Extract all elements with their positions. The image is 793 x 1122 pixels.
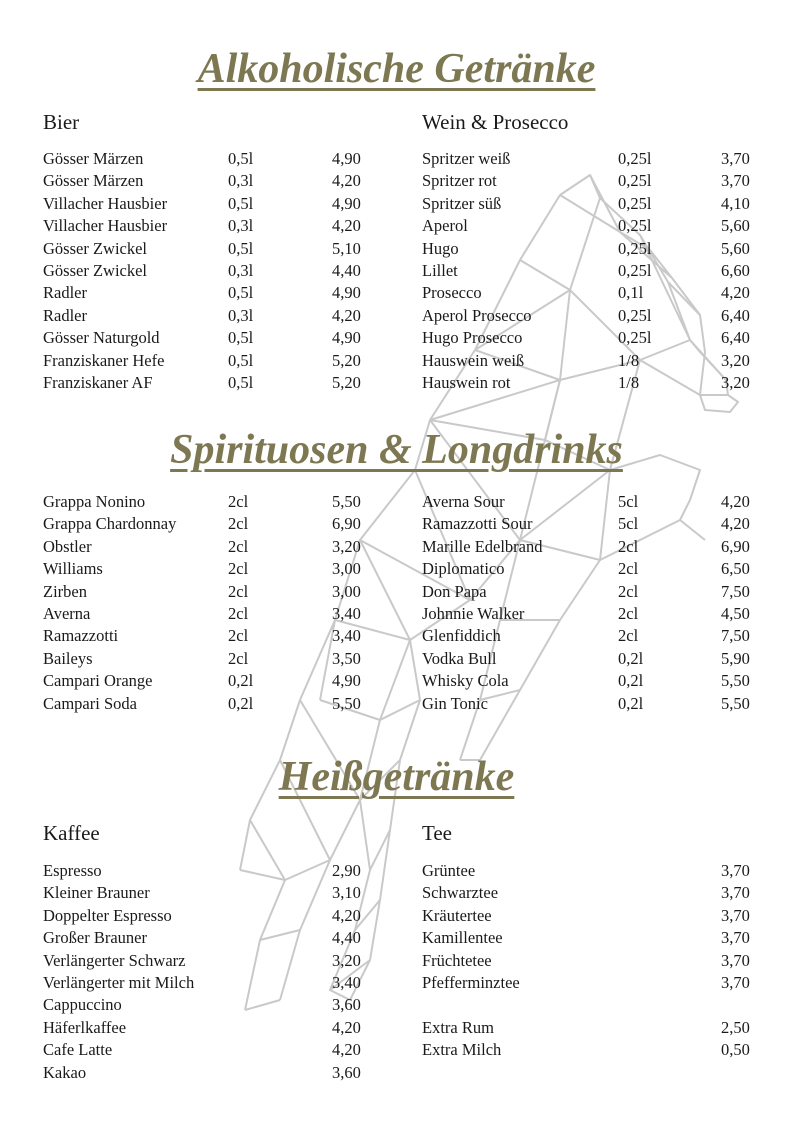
list-item bbox=[422, 882, 762, 904]
item-size: 0,25l bbox=[618, 305, 652, 325]
list-item bbox=[43, 170, 383, 192]
item-name: Espresso bbox=[43, 861, 102, 880]
list-item bbox=[43, 238, 383, 260]
item-name: Gösser Naturgold bbox=[43, 328, 160, 348]
item-size: 2cl bbox=[228, 514, 249, 534]
item-price: 4,90 bbox=[332, 193, 361, 213]
item-name: Doppelter Espresso bbox=[43, 905, 172, 925]
list-item bbox=[422, 491, 762, 513]
item-name: Cafe Latte bbox=[43, 1040, 113, 1060]
item-name: Grappa Nonino bbox=[43, 492, 146, 511]
subheading-wein: Wein & Prosecco bbox=[422, 110, 569, 134]
item-price: 4,20 bbox=[332, 1040, 361, 1060]
list-item bbox=[43, 1017, 383, 1039]
list-item bbox=[422, 905, 762, 927]
item-price: 3,70 bbox=[721, 905, 750, 925]
item-name: Prosecco bbox=[422, 283, 482, 303]
list-item bbox=[43, 927, 383, 949]
list-item bbox=[43, 1039, 383, 1061]
list-item bbox=[43, 513, 383, 535]
item-size: 0,25l bbox=[618, 238, 652, 258]
item-name: Diplomatico bbox=[422, 559, 505, 579]
item-size: 1/8 bbox=[618, 372, 640, 392]
list-item bbox=[43, 603, 383, 625]
item-price: 6,60 bbox=[721, 260, 750, 280]
item-size: 2cl bbox=[228, 648, 249, 668]
item-price: 5,60 bbox=[721, 238, 750, 258]
item-name: Gösser Zwickel bbox=[43, 260, 148, 280]
item-name: Gösser Märzen bbox=[43, 171, 144, 191]
list-item bbox=[43, 581, 383, 603]
list-item bbox=[43, 327, 383, 349]
item-price: 5,50 bbox=[332, 492, 361, 511]
item-price: 4,50 bbox=[721, 603, 750, 623]
list-item bbox=[43, 882, 383, 904]
item-name: Verlängerter mit Milch bbox=[43, 972, 195, 992]
item-size: 0,5l bbox=[228, 238, 254, 258]
item-name: Gösser Zwickel bbox=[43, 238, 148, 258]
item-name: Spritzer weiß bbox=[422, 149, 511, 168]
item-size: 0,25l bbox=[618, 149, 652, 168]
list-item bbox=[422, 670, 762, 692]
list-item bbox=[422, 193, 762, 215]
item-name: Zirben bbox=[43, 581, 87, 601]
list-item bbox=[422, 305, 762, 327]
list-item bbox=[43, 215, 383, 237]
list-item bbox=[422, 536, 762, 558]
item-price: 5,60 bbox=[721, 216, 750, 236]
item-name: Häferlkaffee bbox=[43, 1017, 127, 1037]
item-size: 0,5l bbox=[228, 328, 254, 348]
list-item bbox=[422, 625, 762, 647]
item-price: 4,20 bbox=[332, 171, 361, 191]
list-item bbox=[422, 648, 762, 670]
list-item bbox=[422, 350, 762, 372]
list-item bbox=[422, 215, 762, 237]
item-name: Don Papa bbox=[422, 581, 487, 601]
list-item bbox=[43, 282, 383, 304]
item-name: Spritzer rot bbox=[422, 171, 497, 191]
item-size: 0,5l bbox=[228, 193, 254, 213]
item-name: Gösser Märzen bbox=[43, 149, 144, 168]
item-size: 2cl bbox=[228, 581, 249, 601]
item-name: Villacher Hausbier bbox=[43, 216, 168, 236]
list-item bbox=[422, 513, 762, 535]
list-item bbox=[43, 193, 383, 215]
item-price: 5,20 bbox=[332, 350, 361, 370]
item-name: Kakao bbox=[43, 1062, 87, 1082]
list-item bbox=[43, 260, 383, 282]
item-price: 3,40 bbox=[332, 972, 361, 992]
item-size: 5cl bbox=[618, 492, 639, 511]
item-price: 4,40 bbox=[332, 260, 361, 280]
item-price: 2,50 bbox=[721, 1017, 750, 1037]
item-name: Schwarztee bbox=[422, 883, 499, 903]
item-price: 7,50 bbox=[721, 626, 750, 646]
item-size: 0,25l bbox=[618, 328, 652, 348]
list-item bbox=[43, 1062, 383, 1084]
list-item bbox=[43, 148, 383, 170]
item-size: 2cl bbox=[228, 603, 249, 623]
list-item bbox=[43, 648, 383, 670]
item-name: Whisky Cola bbox=[422, 671, 509, 691]
list-item bbox=[422, 603, 762, 625]
item-price: 4,20 bbox=[332, 905, 361, 925]
item-name: Aperol bbox=[422, 216, 468, 236]
item-size: 0,25l bbox=[618, 171, 652, 191]
item-price: 5,10 bbox=[332, 238, 361, 258]
item-name: Kamillentee bbox=[422, 928, 503, 948]
list-item bbox=[43, 670, 383, 692]
item-size: 0,25l bbox=[618, 193, 652, 213]
item-name: Ramazzotti bbox=[43, 626, 119, 646]
list-item bbox=[422, 327, 762, 349]
item-name: Kräutertee bbox=[422, 905, 492, 925]
list-item bbox=[422, 558, 762, 580]
item-size: 0,1l bbox=[618, 283, 644, 303]
item-size: 0,2l bbox=[618, 693, 644, 713]
item-price: 4,20 bbox=[721, 514, 750, 534]
item-price: 5,50 bbox=[721, 693, 750, 713]
item-size: 0,25l bbox=[618, 216, 652, 236]
item-price: 4,90 bbox=[332, 671, 361, 691]
list-item bbox=[422, 1039, 762, 1061]
item-name: Gin Tonic bbox=[422, 693, 488, 713]
item-name: Hauswein rot bbox=[422, 372, 511, 392]
list-item bbox=[43, 625, 383, 647]
item-price: 4,20 bbox=[332, 305, 361, 325]
item-price: 3,70 bbox=[721, 928, 750, 948]
item-name: Williams bbox=[43, 559, 103, 579]
item-name: Glenfiddich bbox=[422, 626, 501, 646]
item-price: 4,20 bbox=[332, 216, 361, 236]
item-price: 3,60 bbox=[332, 1062, 361, 1082]
item-name: Kleiner Brauner bbox=[43, 883, 150, 903]
bier-list bbox=[43, 148, 383, 394]
item-name: Verlängerter Schwarz bbox=[43, 950, 186, 970]
item-price: 4,90 bbox=[332, 283, 361, 303]
item-price: 5,50 bbox=[721, 671, 750, 691]
item-name: Grüntee bbox=[422, 861, 476, 880]
item-name: Franziskaner Hefe bbox=[43, 350, 165, 370]
item-size: 2cl bbox=[618, 603, 639, 623]
item-name: Cappuccino bbox=[43, 995, 122, 1015]
item-size: 2cl bbox=[228, 626, 249, 646]
item-name: Marille Edelbrand bbox=[422, 536, 543, 556]
item-price: 6,90 bbox=[721, 536, 750, 556]
item-price: 3,70 bbox=[721, 972, 750, 992]
item-price: 5,50 bbox=[332, 693, 361, 713]
item-size: 2cl bbox=[618, 559, 639, 579]
item-name: Früchtetee bbox=[422, 950, 492, 970]
item-name: Radler bbox=[43, 305, 87, 325]
item-name: Averna Sour bbox=[422, 492, 505, 511]
item-size: 2cl bbox=[618, 581, 639, 601]
spirituosen-left-list bbox=[43, 491, 383, 715]
list-spacer bbox=[422, 994, 762, 1016]
list-item bbox=[422, 260, 762, 282]
item-size: 0,3l bbox=[228, 171, 254, 191]
item-price: 0,50 bbox=[721, 1040, 750, 1060]
list-item bbox=[422, 950, 762, 972]
list-item bbox=[43, 372, 383, 394]
item-name: Campari Soda bbox=[43, 693, 137, 713]
item-size: 0,3l bbox=[228, 216, 254, 236]
item-size: 5cl bbox=[618, 514, 639, 534]
item-price: 3,70 bbox=[721, 149, 750, 168]
list-item bbox=[422, 972, 762, 994]
list-item bbox=[43, 491, 383, 513]
list-item bbox=[43, 693, 383, 715]
tee-list bbox=[422, 860, 762, 1062]
item-name: Hauswein weiß bbox=[422, 350, 525, 370]
item-price: 2,90 bbox=[332, 861, 361, 880]
spirituosen-right-list bbox=[422, 491, 762, 715]
list-item bbox=[43, 350, 383, 372]
list-item bbox=[422, 927, 762, 949]
item-price: 3,40 bbox=[332, 626, 361, 646]
item-price: 3,00 bbox=[332, 559, 361, 579]
item-name: Johnnie Walker bbox=[422, 603, 525, 623]
item-name: Spritzer süß bbox=[422, 193, 502, 213]
item-price: 4,40 bbox=[332, 928, 361, 948]
item-price: 4,10 bbox=[721, 193, 750, 213]
item-price: 3,70 bbox=[721, 950, 750, 970]
item-price: 3,60 bbox=[332, 995, 361, 1015]
subheading-tee: Tee bbox=[422, 821, 453, 845]
list-item bbox=[422, 693, 762, 715]
item-price: 3,50 bbox=[332, 648, 361, 668]
item-size: 0,5l bbox=[228, 149, 254, 168]
item-price: 3,70 bbox=[721, 883, 750, 903]
item-price: 4,90 bbox=[332, 328, 361, 348]
item-name: Hugo bbox=[422, 238, 459, 258]
section-title-spirituosen: Spirituosen & Longdrinks bbox=[170, 427, 623, 473]
item-size: 0,3l bbox=[228, 305, 254, 325]
section-title-heiss: Heißgetränke bbox=[278, 754, 515, 800]
item-price: 3,20 bbox=[721, 372, 750, 392]
item-price: 4,20 bbox=[332, 1017, 361, 1037]
item-price: 6,90 bbox=[332, 514, 361, 534]
item-price: 3,20 bbox=[332, 536, 361, 556]
item-name: Franziskaner AF bbox=[43, 372, 153, 392]
item-price: 5,20 bbox=[332, 372, 361, 392]
item-name: Großer Brauner bbox=[43, 928, 147, 948]
item-name: Vodka Bull bbox=[422, 648, 497, 668]
item-size: 0,5l bbox=[228, 283, 254, 303]
item-size: 2cl bbox=[618, 536, 639, 556]
list-item bbox=[43, 994, 383, 1016]
item-price: 3,20 bbox=[721, 350, 750, 370]
item-price: 3,00 bbox=[332, 581, 361, 601]
section-title-alkoholisch: Alkoholische Getränke bbox=[197, 46, 596, 92]
item-price: 5,90 bbox=[721, 648, 750, 668]
item-size: 0,2l bbox=[228, 693, 254, 713]
item-price: 4,20 bbox=[721, 283, 750, 303]
item-size: 2cl bbox=[228, 559, 249, 579]
item-name: Aperol Prosecco bbox=[422, 305, 532, 325]
subheading-kaffee: Kaffee bbox=[43, 821, 100, 845]
item-price: 6,40 bbox=[721, 305, 750, 325]
kaffee-list bbox=[43, 860, 383, 1084]
item-name: Extra Rum bbox=[422, 1017, 494, 1037]
item-price: 3,10 bbox=[332, 883, 361, 903]
list-item bbox=[422, 282, 762, 304]
item-price: 3,40 bbox=[332, 603, 361, 623]
item-name: Pfefferminztee bbox=[422, 972, 520, 992]
list-item bbox=[422, 238, 762, 260]
item-price: 7,50 bbox=[721, 581, 750, 601]
item-price: 4,90 bbox=[332, 149, 361, 168]
item-name: Ramazzotti Sour bbox=[422, 514, 533, 534]
item-name: Obstler bbox=[43, 536, 92, 556]
item-size: 0,2l bbox=[618, 671, 644, 691]
list-item bbox=[422, 581, 762, 603]
list-item bbox=[422, 170, 762, 192]
item-price: 4,20 bbox=[721, 492, 750, 511]
list-item bbox=[43, 972, 383, 994]
item-price: 3,70 bbox=[721, 861, 750, 880]
list-item bbox=[43, 905, 383, 927]
item-price: 6,50 bbox=[721, 559, 750, 579]
list-item bbox=[43, 950, 383, 972]
item-size: 0,5l bbox=[228, 350, 254, 370]
item-size: 0,25l bbox=[618, 260, 652, 280]
item-size: 0,5l bbox=[228, 372, 254, 392]
item-name: Extra Milch bbox=[422, 1040, 502, 1060]
list-item bbox=[43, 305, 383, 327]
item-name: Lillet bbox=[422, 260, 458, 280]
item-size: 0,2l bbox=[228, 671, 254, 691]
item-price: 3,70 bbox=[721, 171, 750, 191]
item-name: Villacher Hausbier bbox=[43, 193, 168, 213]
list-item bbox=[43, 860, 383, 882]
item-size: 2cl bbox=[618, 626, 639, 646]
list-item bbox=[422, 1017, 762, 1039]
item-size: 2cl bbox=[228, 536, 249, 556]
list-item bbox=[422, 372, 762, 394]
item-size: 2cl bbox=[228, 492, 249, 511]
item-size: 0,3l bbox=[228, 260, 254, 280]
item-price: 6,40 bbox=[721, 328, 750, 348]
item-name: Averna bbox=[43, 603, 91, 623]
item-size: 1/8 bbox=[618, 350, 640, 370]
list-item bbox=[422, 860, 762, 882]
item-name: Campari Orange bbox=[43, 671, 153, 691]
item-name: Baileys bbox=[43, 648, 93, 668]
item-name: Radler bbox=[43, 283, 87, 303]
list-item bbox=[43, 536, 383, 558]
item-name: Grappa Chardonnay bbox=[43, 514, 177, 534]
item-size: 0,2l bbox=[618, 648, 644, 668]
list-item bbox=[422, 148, 762, 170]
subheading-bier: Bier bbox=[43, 110, 80, 134]
item-price: 3,20 bbox=[332, 950, 361, 970]
item-name: Hugo Prosecco bbox=[422, 328, 523, 348]
wein-list bbox=[422, 148, 762, 394]
list-item bbox=[43, 558, 383, 580]
